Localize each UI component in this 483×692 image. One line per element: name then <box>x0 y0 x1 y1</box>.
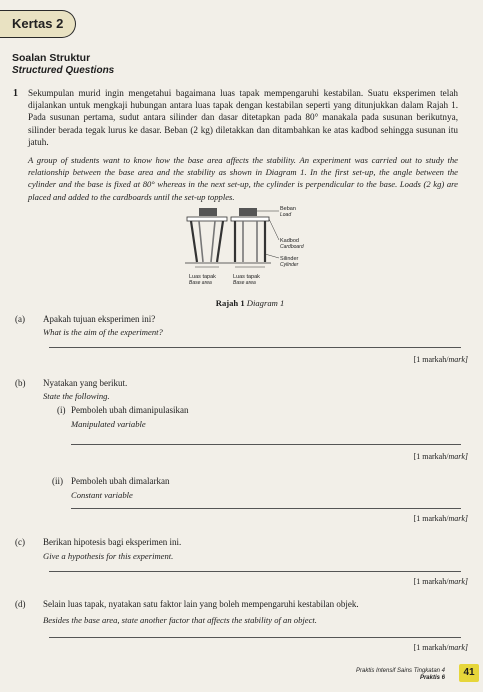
page-number: 41 <box>459 664 479 682</box>
answer-line-a[interactable] <box>49 347 461 348</box>
part-d-question-en: Besides the base area, state another factor that affects the stability of an object. <box>43 615 317 625</box>
part-b-ii-label: (ii) <box>52 476 63 486</box>
caption-ms: Rajah 1 <box>215 298 245 308</box>
label-base-area-left: Luas tapak <box>189 274 216 280</box>
marks-b-ii: [1 markah/mark] <box>413 514 468 523</box>
part-b-ii-question-en: Constant variable <box>71 490 133 500</box>
section-title: Soalan Struktur <box>12 52 91 64</box>
part-b-i <box>57 405 457 435</box>
answer-line-b-i[interactable] <box>71 444 461 445</box>
cardboard-left <box>187 217 227 221</box>
marks-d: [1 markah/mark] <box>413 643 468 652</box>
diagram-caption <box>200 298 300 308</box>
part-b-question: Nyatakan yang berikut. <box>43 378 128 388</box>
label-base-area-left-en: Base area <box>189 280 212 286</box>
cardboard-right <box>231 217 269 221</box>
question-intro: Sekumpulan murid ingin mengetahui bagaimana luas tapak mempengaruhi kestabilan. Suatu eksperimen telah dijalankan untuk mengkaji hubungan antara luas tapak dengan kestabilan seperti yang ditunjukkan dalam Rajah 1. Pada susunan pertama, sudut antara silinder dan dasar ditetapkan pada 80° manakala pada susunan berikutnya, silinder berada tegak lurus ke dasar. Beban (2 kg) diletakkan dan ditambahkan ke atas kadbod sehingga susunan itu jatuh. <box>28 88 458 147</box>
part-a <box>15 314 455 344</box>
load-left <box>199 208 217 216</box>
label-load: Beban <box>280 206 296 212</box>
footer-section: Praktis 6 <box>419 675 445 681</box>
question-intro-english: A group of students want to know how the base area affects the stability. An experiment was carried out to study the relationship between the base area and the stability as shown in Diagram 1. In the first set-up, the angle between the cylinder and the base is fixed at 80° whereas in the next set-up, the cylinder is perpendicular to the base. Loads (2 kg) are placed and added to the cardboards until the set-up topples. <box>28 155 458 202</box>
part-b-i-label: (i) <box>57 405 66 415</box>
part-c-question: Berikan hipotesis bagi eksperimen ini. <box>43 537 182 547</box>
part-c-label: (c) <box>15 537 25 547</box>
answer-line-d[interactable] <box>49 637 461 638</box>
label-base-area-right-en: Base area <box>233 280 256 286</box>
book-footer <box>356 668 445 682</box>
label-cardboard: Kadbod <box>280 238 299 244</box>
part-a-question: Apakah tujuan eksperimen ini? <box>43 314 156 324</box>
question-number: 1 <box>13 88 18 99</box>
part-b-ii <box>52 476 452 506</box>
part-a-label: (a) <box>15 314 25 324</box>
label-load-en: Load <box>280 212 292 218</box>
caption-en: Diagram 1 <box>246 298 285 308</box>
part-b <box>15 378 455 408</box>
footer-title: Praktis Intensif Sains Tingkatan 4 <box>356 668 445 674</box>
experiment-diagram <box>181 204 321 294</box>
part-a-question-en: What is the aim of the experiment? <box>43 327 163 337</box>
answer-line-b-ii[interactable] <box>71 508 461 509</box>
part-d <box>15 599 460 629</box>
cylinder-left-b <box>217 221 223 262</box>
section-title-english: Structured Questions <box>12 65 115 76</box>
marks-a: [1 markah/mark] <box>413 355 468 364</box>
part-c-question-en: Give a hypothesis for this experiment. <box>43 551 174 561</box>
marks-b-i: [1 markah/mark] <box>413 452 468 461</box>
part-d-question: Selain luas tapak, nyatakan satu faktor lain yang boleh mempengaruhi kestabilan objek. <box>43 599 359 609</box>
load-right <box>239 208 257 216</box>
label-cylinder-en: Cylinder <box>280 262 299 268</box>
part-b-question-en: State the following. <box>43 391 110 401</box>
part-d-label: (d) <box>15 599 26 609</box>
part-b-i-question: Pemboleh ubah dimanipulasikan <box>71 405 189 415</box>
cylinder-left-a <box>191 221 197 262</box>
part-c <box>15 537 455 567</box>
part-b-label: (b) <box>15 378 26 388</box>
label-cardboard-en: Cardboard <box>280 244 304 250</box>
paper-tab: Kertas 2 <box>0 10 76 38</box>
part-b-ii-question: Pemboleh ubah dimalarkan <box>71 476 170 486</box>
marks-c: [1 markah/mark] <box>413 577 468 586</box>
label-cylinder: Silinder <box>280 256 299 262</box>
label-base-area-right: Luas tapak <box>233 274 260 280</box>
part-b-i-question-en: Manipulated variable <box>71 419 146 429</box>
answer-line-c[interactable] <box>49 571 461 572</box>
